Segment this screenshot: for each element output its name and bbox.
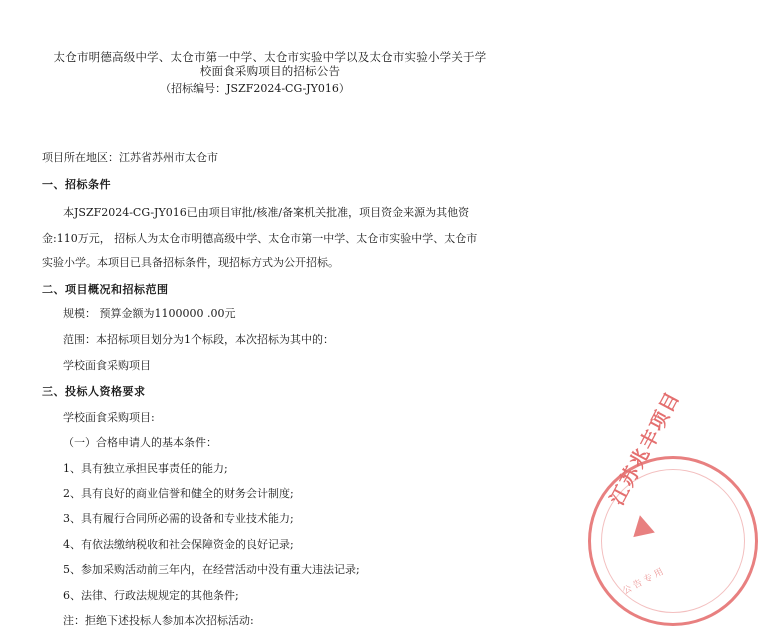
section-3-note: 注：拒绝下述投标人参加本次招标活动:	[63, 614, 254, 627]
section-3-project: 学校面食采购项目:	[63, 411, 155, 424]
seal-small-text: 公 告 专 用	[621, 567, 666, 597]
condition-item-6: 6、法律、行政法规规定的其他条件;	[63, 589, 239, 602]
condition-item-4: 4、有依法缴纳税收和社会保障资金的良好记录;	[63, 538, 294, 551]
project-location: 项目所在地区：江苏省苏州市太仓市	[42, 151, 218, 164]
condition-item-1: 1、具有独立承担民事责任的能力;	[63, 462, 228, 475]
section-2-scope: 范围：本招标项目划分为1个标段，本次招标为其中的：	[63, 333, 334, 346]
section-2-scale: 规模： 预算金额为1100000 .00元	[63, 307, 236, 320]
tender-number: （招标编号：JSZF2024-CG-JY016）	[160, 82, 350, 95]
title-line-2: 校面食采购项目的招标公告	[199, 64, 341, 78]
condition-item-5: 5、参加采购活动前三年内，在经营活动中没有重大违法记录;	[63, 563, 360, 576]
official-seal	[588, 387, 758, 626]
section-2-heading: 二、项目概况和招标范围	[42, 283, 169, 296]
condition-item-2: 2、具有良好的商业信誉和健全的财务会计制度;	[63, 487, 294, 500]
section-1-heading: 一、招标条件	[42, 178, 111, 191]
section-1-para-line-3: 实验小学。本项目已具备招标条件，现招标方式为公开招标。	[42, 256, 339, 269]
seal-text: 江苏兆丰项目	[606, 387, 685, 509]
section-2-item: 学校面食采购项目	[63, 359, 151, 372]
document-title	[40, 50, 500, 78]
section-1-para-line-1: 本JSZF2024-CG-JY016已由项目审批/核准/备案机关批准，项目资金来源为其他资	[63, 206, 470, 219]
condition-item-3: 3、具有履行合同所必需的设备和专业技术能力;	[63, 512, 294, 525]
section-1-para-line-2: 金:110万元， 招标人为太仓市明德高级中学、太仓市第一中学、太仓市实验中学、太仓市	[42, 232, 478, 245]
section-3-basic-title: （一）合格申请人的基本条件：	[63, 436, 217, 449]
title-line-1: 太仓市明德高级中学、太仓市第一中学、太仓市实验中学以及太仓市实验小学关于学	[53, 50, 487, 64]
section-3-heading: 三、投标人资格要求	[42, 385, 146, 398]
